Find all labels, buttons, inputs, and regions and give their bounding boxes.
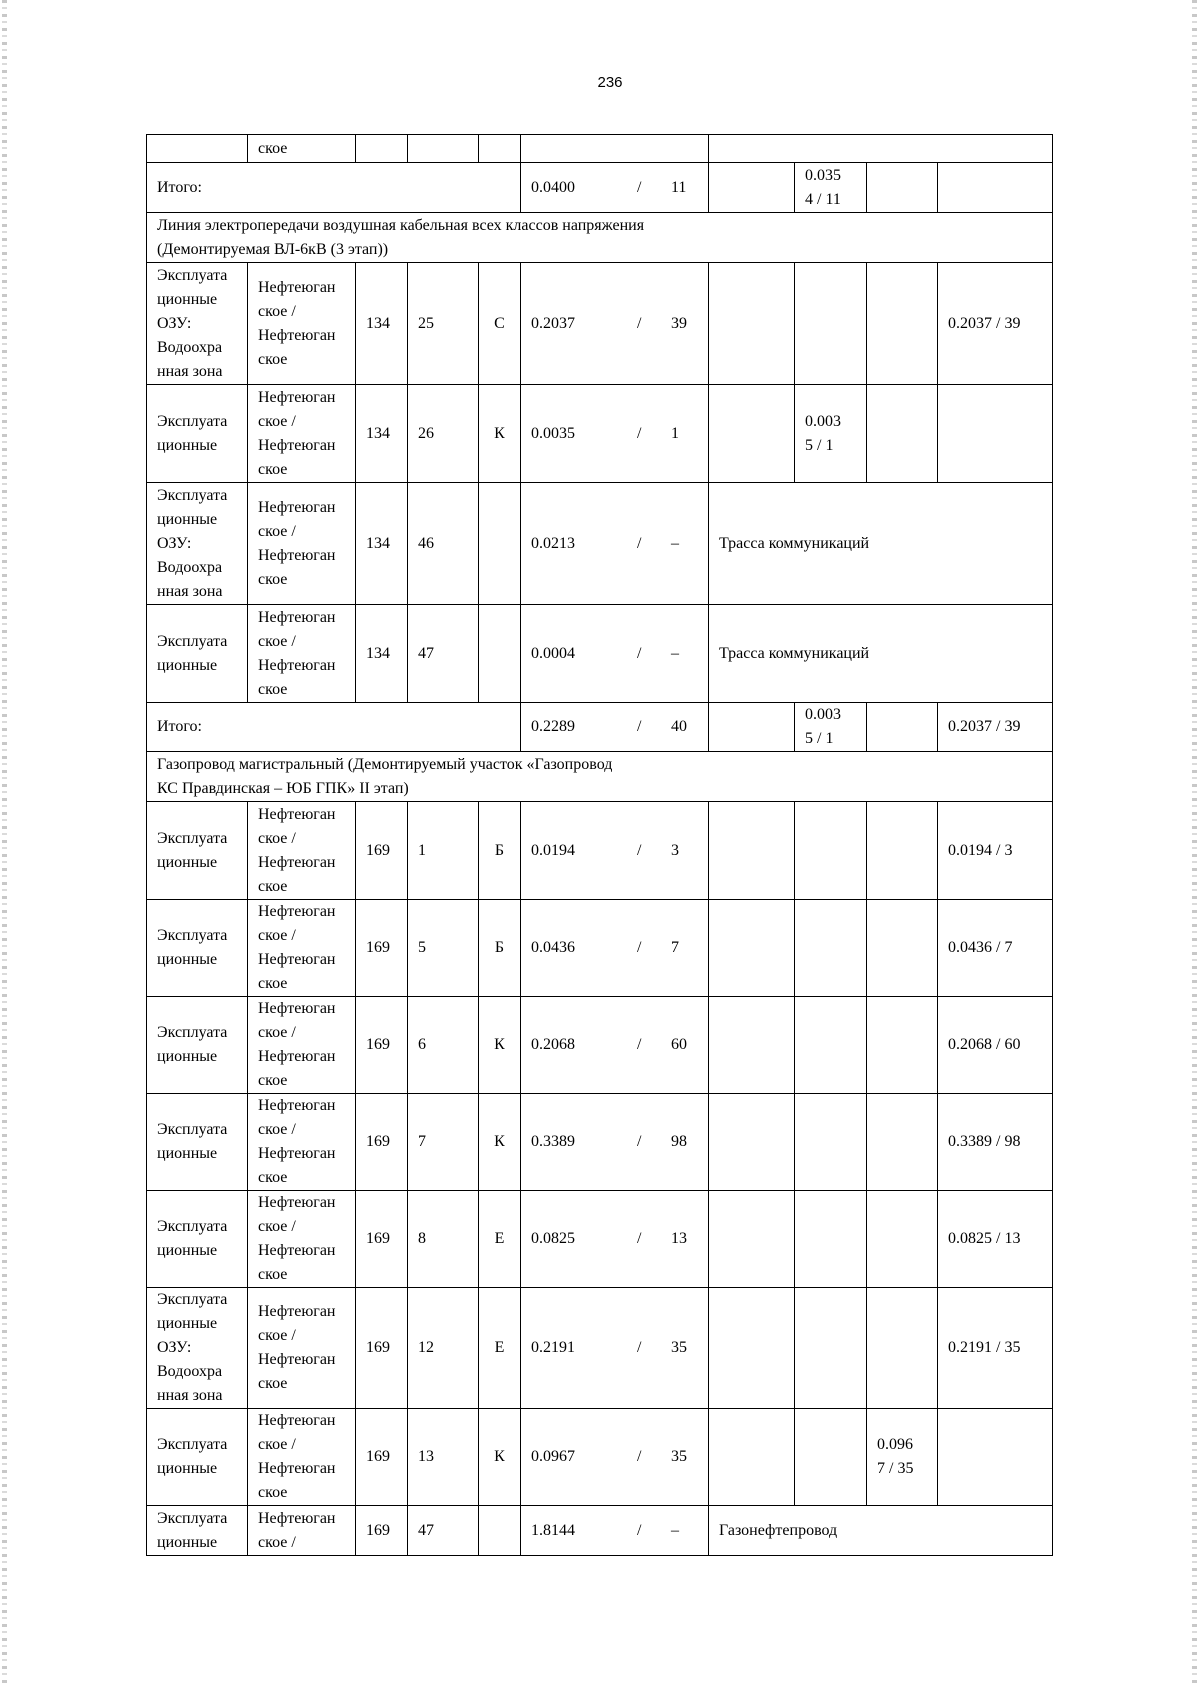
cell-category-value: 0.003 5 / 1 [795,385,867,483]
subtotal-row [147,163,1053,213]
cell-area [521,1409,709,1506]
cell-forestry: Нефтеюган ское / Нефтеюган ское [248,1191,356,1288]
cell-land-category: Эксплуата ционные [147,997,248,1094]
tree-count: 98 [671,1133,687,1150]
area-separator: / [637,178,642,196]
tree-count: – [671,644,679,662]
area-separator: / [637,644,642,662]
tree-count: 7 [671,939,679,956]
cell-plot-number: 46 [408,483,479,605]
area-separator: / [637,1036,642,1053]
page-number: 236 [597,74,623,91]
area-value: 1.8144 [531,1521,575,1539]
cell-total: 0.2068 / 60 [938,997,1053,1094]
cell-quarter: 134 [356,483,408,605]
cell-quarter: 169 [356,1409,408,1506]
cell-plot-number: 13 [408,1409,479,1506]
area-value: 0.2191 [531,1339,575,1356]
cell-forestry: Нефтеюган ское / Нефтеюган ское [248,1094,356,1191]
cell-blank [709,1409,795,1506]
tree-count: 1 [671,424,679,442]
cell-quarter: 169 [356,1288,408,1409]
area-value: 0.2068 [531,1036,575,1053]
cell-category-value: 0.003 5 / 1 [795,703,867,752]
cell-quarter: 169 [356,997,408,1094]
cell-blank [709,385,795,483]
cell-category-value [795,263,867,385]
cell-category-value [867,900,938,997]
cell-blank [709,1094,795,1191]
area-value: 0.0213 [531,534,575,552]
area-separator: / [637,1230,642,1247]
cell-species: Е [479,1288,521,1409]
cell-forestry: Нефтеюган ское / Нефтеюган ское [248,605,356,703]
cell-blank [709,1191,795,1288]
area-value: 0.2289 [531,718,575,735]
cell-land-category: Эксплуата ционные ОЗУ: Водоохра нная зона [147,1288,248,1409]
cell-category-value: 0.096 7 / 35 [867,1409,938,1506]
cell-species: К [479,1409,521,1506]
cell-land-category: Эксплуата ционные [147,385,248,483]
table-row [147,263,1053,385]
cell-blank [867,385,938,483]
area-value: 0.0004 [531,644,575,662]
table-row [147,1288,1053,1409]
area-value: 0.0035 [531,424,575,442]
cell-quarter: 134 [356,385,408,483]
cell-blank [867,703,938,752]
area-value: 0.0436 [531,939,575,956]
section-title: Газопровод магистральный (Демонтируемый участок «Газопровод КС Правдинская – ЮБ ГПК» II этап) [147,752,1053,802]
tree-count: 35 [671,1448,687,1465]
area-separator: / [637,841,642,859]
subtotal-area [521,703,709,752]
cell-category-value: 0.035 4 / 11 [795,163,867,213]
cell-quarter: 134 [356,263,408,385]
cell-land-category: Эксплуата ционные [147,802,248,900]
cell-species: Б [479,802,521,900]
cell-purpose: Трасса коммуникаций [709,483,1053,605]
table-row [147,483,1053,605]
cell-forestry: Нефтеюган ское / Нефтеюган ское [248,802,356,900]
scan-edge-right [1192,0,1197,1685]
cell-total: 0.2037 / 39 [938,703,1053,752]
cell-blank [795,1191,867,1288]
cell-category-value [867,802,938,900]
area-separator: / [637,1339,642,1356]
cell-purpose: Трасса коммуникаций [709,605,1053,703]
cell-blank [479,135,521,163]
cell-species: К [479,1094,521,1191]
tree-count: 11 [671,178,687,196]
cell-total: 0.3389 / 98 [938,1094,1053,1191]
cell-forestry: Нефтеюган ское / Нефтеюган ское [248,263,356,385]
tree-count: 13 [671,1230,687,1247]
tree-count: 40 [671,718,687,735]
cell-blank [795,1409,867,1506]
cell-blank [709,135,1053,163]
cell-category-value [867,1288,938,1409]
area-value: 0.0825 [531,1230,575,1247]
tree-count: 39 [671,314,687,332]
cell-forestry: Нефтеюган ское / Нефтеюган ское [248,1288,356,1409]
table-row [147,1506,1053,1556]
subtotal-row [147,703,1053,752]
cell-land-category: Эксплуата ционные [147,1409,248,1506]
subtotal-label: Итого: [147,703,521,752]
cell-total: 0.0436 / 7 [938,900,1053,997]
cell-area [521,900,709,997]
cell-area [521,605,709,703]
area-value: 0.0967 [531,1448,575,1465]
cell-total: 0.0194 / 3 [938,802,1053,900]
land-plot-table [146,134,1053,1556]
cell-blank [938,163,1053,213]
table-row [147,900,1053,997]
cell-blank [795,1094,867,1191]
cell-blank [867,163,938,213]
cell-quarter: 169 [356,1094,408,1191]
area-value: 0.0400 [531,178,575,196]
tree-count: 3 [671,841,679,859]
cell-blank [709,1288,795,1409]
area-separator: / [637,939,642,956]
cell-blank [795,1288,867,1409]
cell-land-category: Эксплуата ционные ОЗУ: Водоохра нная зона [147,483,248,605]
cell-species: С [479,263,521,385]
scan-edge-left [2,0,7,1685]
section-title: Линия электропередачи воздушная кабельная всех классов напряжения (Демонтируемая ВЛ-6кВ (3 этап)) [147,213,1053,263]
cell-forestry: Нефтеюган ское / [248,1506,356,1556]
cell-category-value [867,1094,938,1191]
area-value: 0.2037 [531,314,575,332]
cell-quarter: 169 [356,900,408,997]
cell-quarter: 169 [356,1506,408,1556]
cell-species: К [479,385,521,483]
cell-blank [147,135,248,163]
cell-area [521,1191,709,1288]
cell-forestry: ское [248,135,356,163]
cell-blank [709,997,795,1094]
area-separator: / [637,424,642,442]
cell-total: 0.2191 / 35 [938,1288,1053,1409]
cell-blank [795,997,867,1094]
cell-quarter: 169 [356,1191,408,1288]
section-header-row [147,752,1053,802]
area-separator: / [637,1521,642,1539]
cell-land-category: Эксплуата ционные [147,1506,248,1556]
cell-plot-number: 25 [408,263,479,385]
tree-count: – [671,1521,679,1539]
cell-forestry: Нефтеюган ское / Нефтеюган ское [248,385,356,483]
cell-blank [795,802,867,900]
cell-forestry: Нефтеюган ское / Нефтеюган ское [248,483,356,605]
cell-blank [709,163,795,213]
cell-blank [356,135,408,163]
cell-land-category: Эксплуата ционные [147,1191,248,1288]
cell-blank [709,900,795,997]
cell-blank [709,802,795,900]
cell-blank [867,263,938,385]
cell-land-category: Эксплуата ционные [147,605,248,703]
area-separator: / [637,1448,642,1465]
cell-blank [709,703,795,752]
cell-plot-number: 8 [408,1191,479,1288]
table-row [147,385,1053,483]
tree-count: 60 [671,1036,687,1053]
table-row [147,997,1053,1094]
cell-area [521,483,709,605]
cell-plot-number: 6 [408,997,479,1094]
cell-plot-number: 47 [408,605,479,703]
cell-plot-number: 26 [408,385,479,483]
cell-species: Б [479,900,521,997]
cell-area [521,263,709,385]
cell-species: К [479,997,521,1094]
cell-species: Е [479,1191,521,1288]
subtotal-area [521,163,709,213]
cell-blank [521,135,709,163]
cell-total [938,1409,1053,1506]
section-header-row [147,213,1053,263]
cell-quarter: 169 [356,802,408,900]
cell-land-category: Эксплуата ционные [147,1094,248,1191]
cell-blank [795,900,867,997]
table-row [147,1094,1053,1191]
area-separator: / [637,1133,642,1150]
cell-land-category: Эксплуата ционные [147,900,248,997]
cell-area [521,802,709,900]
cell-plot-number: 47 [408,1506,479,1556]
cell-forestry: Нефтеюган ское / Нефтеюган ское [248,997,356,1094]
area-separator: / [637,534,642,552]
cell-quarter: 134 [356,605,408,703]
cell-land-category: Эксплуата ционные ОЗУ: Водоохра нная зона [147,263,248,385]
cell-plot-number: 12 [408,1288,479,1409]
cell-forestry: Нефтеюган ское / Нефтеюган ское [248,900,356,997]
cell-area [521,1288,709,1409]
cell-forestry: Нефтеюган ское / Нефтеюган ское [248,1409,356,1506]
area-separator: / [637,718,642,735]
table-row [147,802,1053,900]
table-row [147,1409,1053,1506]
cell-category-value [867,1191,938,1288]
cell-blank [709,263,795,385]
area-value: 0.3389 [531,1133,575,1150]
cell-total: 0.2037 / 39 [938,263,1053,385]
cell-plot-number: 1 [408,802,479,900]
cell-area [521,1506,709,1556]
cell-area [521,997,709,1094]
table-row [147,1191,1053,1288]
area-value: 0.0194 [531,841,575,859]
cell-total [938,385,1053,483]
cell-total: 0.0825 / 13 [938,1191,1053,1288]
area-separator: / [637,314,642,332]
table-row [147,605,1053,703]
cell-blank [408,135,479,163]
cell-blank [479,1506,521,1556]
cell-category-value [867,997,938,1094]
cell-purpose: Газонефтепровод [709,1506,1053,1556]
table-row-continued [147,135,1053,163]
cell-plot-number: 7 [408,1094,479,1191]
subtotal-label: Итого: [147,163,521,213]
cell-area [521,385,709,483]
cell-species [479,605,521,703]
tree-count: 35 [671,1339,687,1356]
cell-plot-number: 5 [408,900,479,997]
cell-area [521,1094,709,1191]
tree-count: – [671,534,679,552]
cell-species [479,483,521,605]
